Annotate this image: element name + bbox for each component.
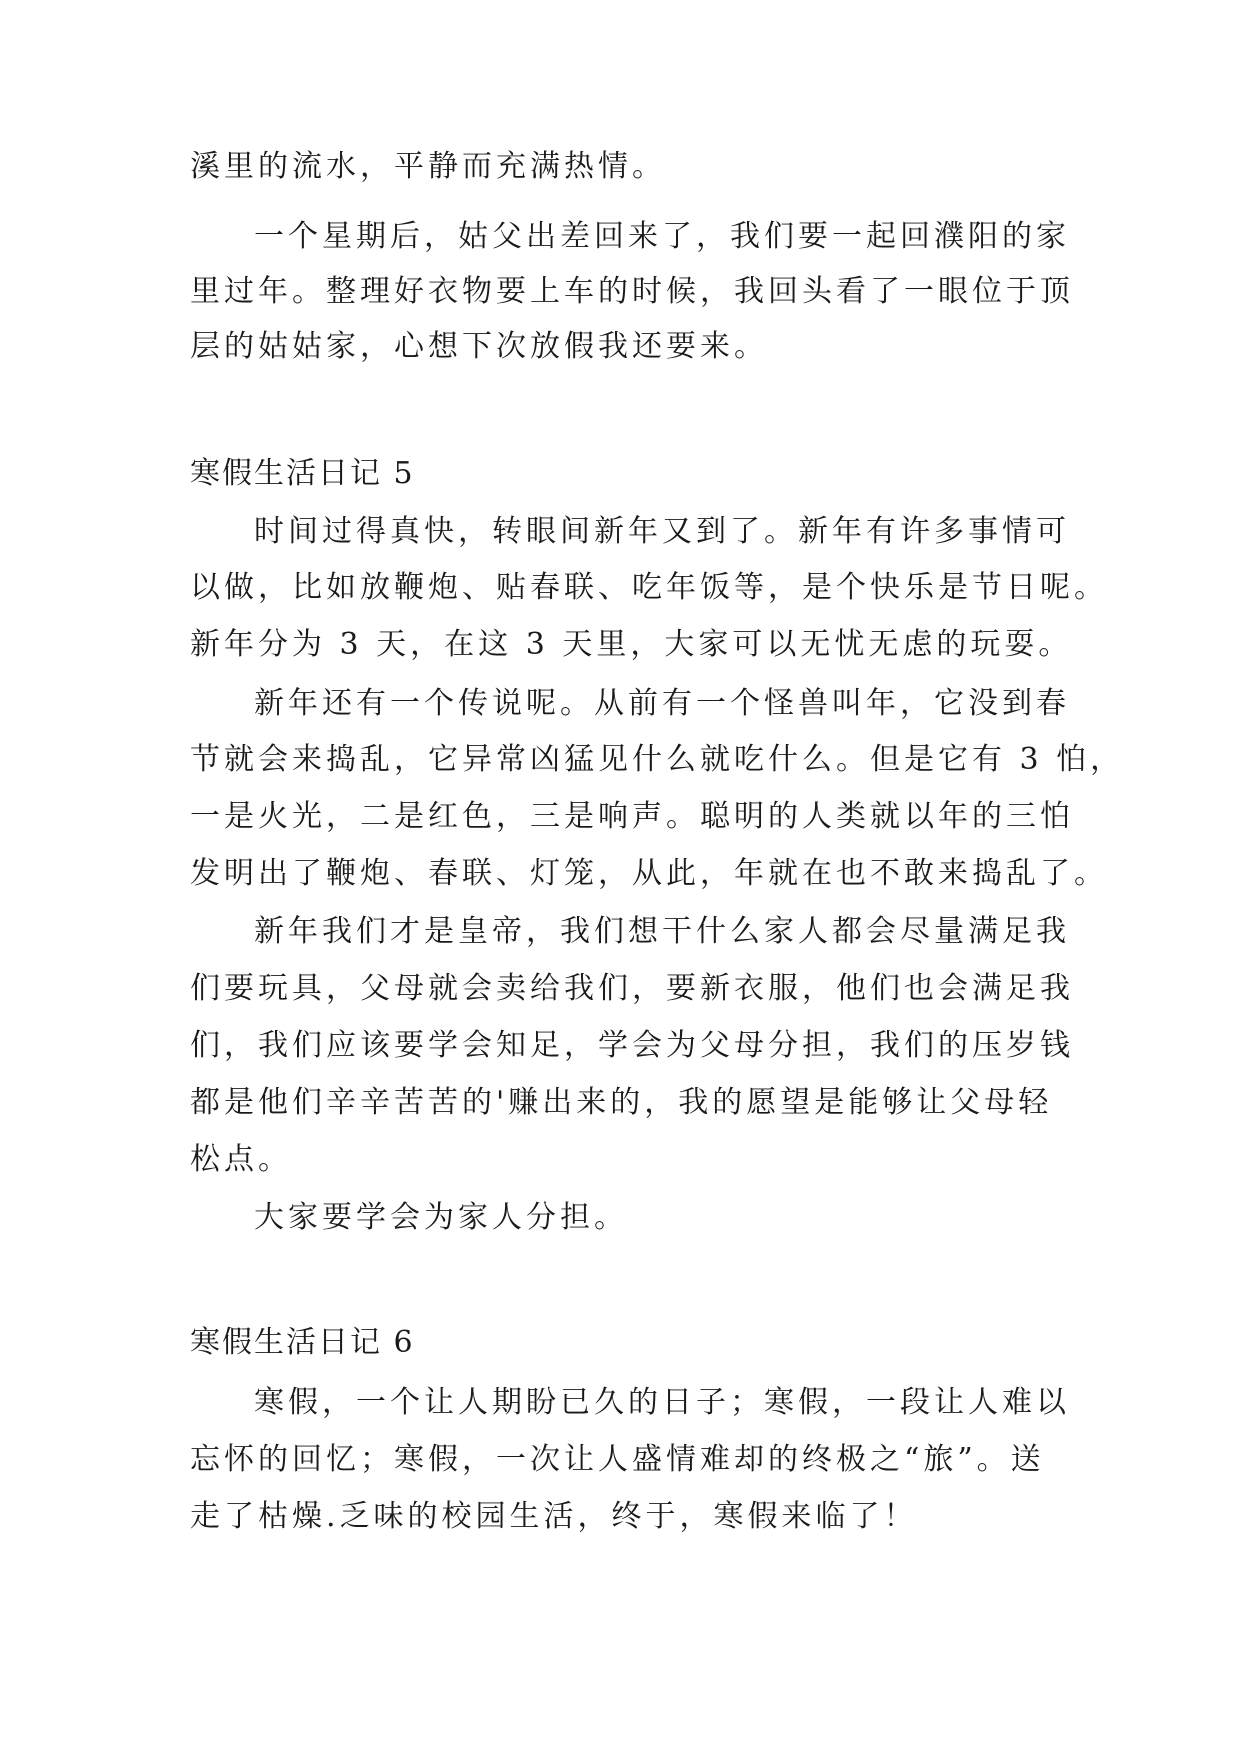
paragraph-line: 忘怀的回忆；寒假，一次让人盛情难却的终极之“旅”。送 [190,1442,1045,1477]
paragraph-line: 一个星期后，姑父出差回来了，我们要一起回濮阳的家 [254,219,1070,254]
paragraph-line: 都是他们辛辛苦苦的'赚出来的，我的愿望是能够让父母轻 [190,1085,1053,1120]
paragraph-line: 新年还有一个传说呢。从前有一个怪兽叫年，它没到春 [254,686,1070,721]
paragraph-line: 层的姑姑家，心想下次放假我还要来。 [190,329,768,364]
paragraph-line: 大家要学会为家人分担。 [254,1200,628,1235]
paragraph-line: 新年我们才是皇帝，我们想干什么家人都会尽量满足我 [254,914,1070,949]
paragraph-line: 们要玩具，父母就会卖给我们，要新衣服，他们也会满足我 [190,971,1074,1006]
paragraph-line: 松点。 [190,1142,292,1177]
section-heading: 寒假生活日记 5 [190,456,415,491]
paragraph-line: 节就会来捣乱，它异常凶猛见什么就吃什么。但是它有 3 怕， [190,742,1125,777]
paragraph-line: 寒假，一个让人期盼已久的日子；寒假，一段让人难以 [254,1385,1070,1420]
section-heading: 寒假生活日记 6 [190,1325,415,1360]
paragraph-line: 里过年。整理好衣物要上车的时候，我回头看了一眼位于顶 [190,274,1074,309]
paragraph-line: 时间过得真快，转眼间新年又到了。新年有许多事情可 [254,514,1070,549]
paragraph-line: 发明出了鞭炮、春联、灯笼，从此，年就在也不敢来捣乱了。 [190,856,1108,891]
paragraph-line: 一是火光，二是红色，三是响声。聪明的人类就以年的三怕 [190,799,1074,834]
paragraph-line: 们，我们应该要学会知足，学会为父母分担，我们的压岁钱 [190,1028,1074,1063]
paragraph-line: 走了枯燥.乏味的校园生活，终于，寒假来临了！ [190,1499,918,1534]
paragraph-line: 溪里的流水，平静而充满热情。 [190,149,666,184]
paragraph-line: 新年分为 3 天，在这 3 天里，大家可以无忧无虑的玩耍。 [190,627,1073,662]
paragraph-line: 以做，比如放鞭炮、贴春联、吃年饭等，是个快乐是节日呢。 [190,570,1108,605]
